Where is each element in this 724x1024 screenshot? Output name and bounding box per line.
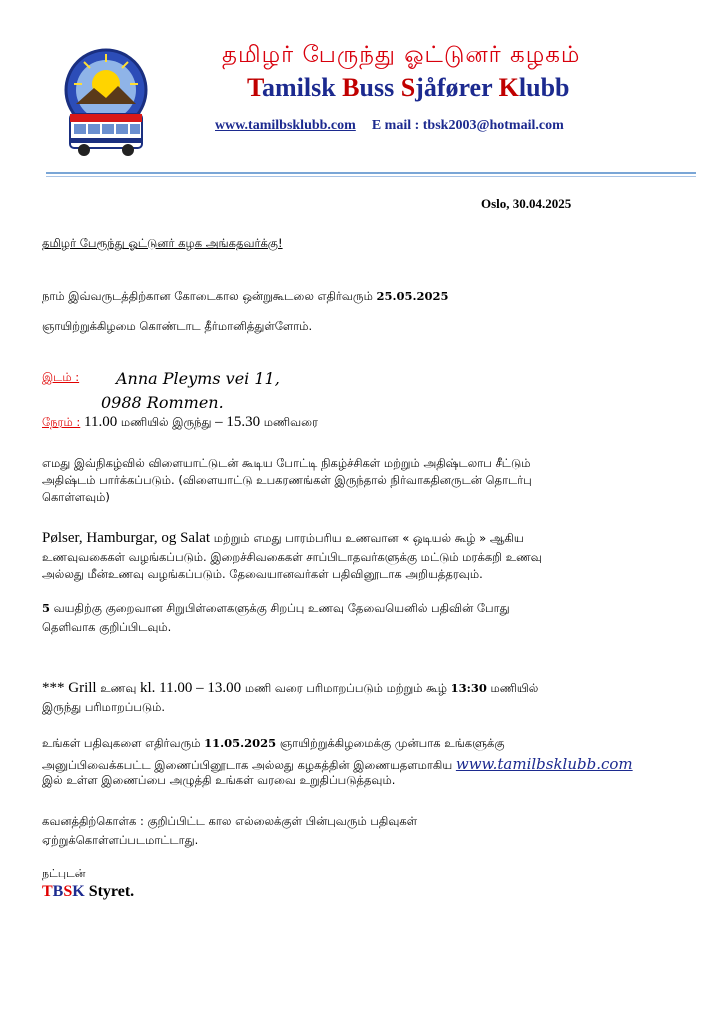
registration-deadline: 11.05.2025 bbox=[204, 736, 277, 750]
notice-line-1: கவனத்திற்கொள்க : குறிப்பிட்ட கால எல்லைக்குள் பின்புவரும் பதிவுகள் bbox=[42, 814, 418, 828]
event-date: 25.05.2025 bbox=[376, 289, 449, 303]
place-address-line-2: 0988 Rommen. bbox=[101, 393, 224, 412]
children-line-2: தெளிவாக குறிப்பிடவும். bbox=[42, 620, 172, 634]
activities-line-3: கொள்ளவும்) bbox=[42, 490, 110, 504]
notice-line-2: ஏற்றுக்கொள்ளப்படமாட்டாது. bbox=[42, 833, 199, 847]
time-line: நேரம் : 11.00 மணியில் இருந்து – 15.30 மணிவரை bbox=[42, 414, 318, 430]
grill-line-2: இருந்து பரிமாறப்படும். bbox=[42, 700, 166, 714]
children-line-1: 5 வயதிற்கு குறைவான சிறுபிள்ளைகளுக்கு சிறப்பு உணவு தேவையெனில் பதிவின் போது bbox=[42, 601, 510, 615]
grill-line-1: *** Grill உணவு kl. 11.00 – 13.00 மணி வரை பரிமாறப்படும் மற்றும் கூழ் 13:30 மணியில் bbox=[42, 680, 539, 696]
signature: TBSK Styret. bbox=[42, 883, 135, 900]
registration-line-3: இல் உள்ள இணைப்பை அழுத்தி உங்கள் வரவை உறுதிப்படுத்தவும். bbox=[42, 773, 396, 787]
place-address-line-1: Anna Pleyms vei 11, bbox=[116, 369, 280, 388]
sign-off: நட்புடன் bbox=[42, 867, 86, 880]
greeting: தமிழர் பேரூந்து ஓட்டுனர் கழக அங்கதவர்க்கு! bbox=[42, 236, 283, 250]
header-divider bbox=[46, 172, 696, 174]
registration-line-1: உங்கள் பதிவுகளை எதிர்வரும் 11.05.2025 ஞாயிற்றுக்கிழமைக்கு முன்பாக உங்களுக்கு bbox=[42, 736, 505, 750]
registration-line-2: அனுப்பிவைக்கபட்ட இணைப்பினூடாக அல்லது கழகத்தின் இணையதளமாகிய www.tamilbsklubb.com bbox=[42, 755, 633, 773]
place-label: இடம் : bbox=[42, 370, 80, 384]
club-title-tamil: தமிழர் பேருந்து ஓட்டுனர் கழகம் bbox=[222, 42, 581, 68]
website-link[interactable]: www.tamilbsklubb.com bbox=[215, 118, 356, 133]
food-line-2: உணவுவகைகள் வழங்கப்படும். இறைச்சிவகைகள் சாப்பிடாதவர்களுக்கு மட்டும் மரக்கறி உணவு bbox=[42, 550, 542, 564]
bus-sunrise-logo-icon bbox=[60, 48, 152, 166]
email-address: tbsk2003@hotmail.com bbox=[422, 118, 564, 133]
letter-date: Oslo, 30.04.2025 bbox=[481, 196, 572, 211]
contact-line bbox=[215, 118, 564, 134]
intro-line-2: ஞாயிற்றுக்கிழமை கொண்டாட தீர்மானித்துள்ளோம். bbox=[42, 319, 313, 333]
food-line-3: அல்லது மீன்உணவு வழங்கப்படும். தேவையானவர்கள் பதிவினூடாக அறியத்தரவும். bbox=[42, 567, 483, 581]
food-line-1: Pølser, Hamburgar, og Salat மற்றும் எமது பாரம்பரிய உணவான « ஒடியல் கூழ் » ஆகிய bbox=[42, 530, 524, 546]
registration-website-link[interactable]: www.tamilbsklubb.com bbox=[455, 755, 633, 773]
activities-line-2: அதிஷ்டம் பார்க்கப்படும். (விளையாட்டு உபகரணங்கள் இருந்தால் நிர்வாகதினருடன் தொடர்பு bbox=[42, 473, 532, 487]
intro-line-1: நாம் இவ்வருடத்திற்கான கோடைகால ஒன்றுகூடலை எதிர்வரும் 25.05.2025 bbox=[42, 289, 449, 303]
header-divider-thin bbox=[46, 176, 696, 177]
club-title-latin: Tamilsk Buss Sjåfører Klubb bbox=[247, 73, 570, 102]
email-label: E mail : bbox=[371, 118, 423, 133]
activities-line-1: எமது இவ்நிகழ்வில் விளையாட்டுடன் கூடிய போட்டி நிகழ்ச்சிகள் மற்றும் அதிஷ்டலாப சீட்டும் bbox=[42, 456, 531, 470]
time-label: நேரம் : bbox=[42, 415, 81, 429]
